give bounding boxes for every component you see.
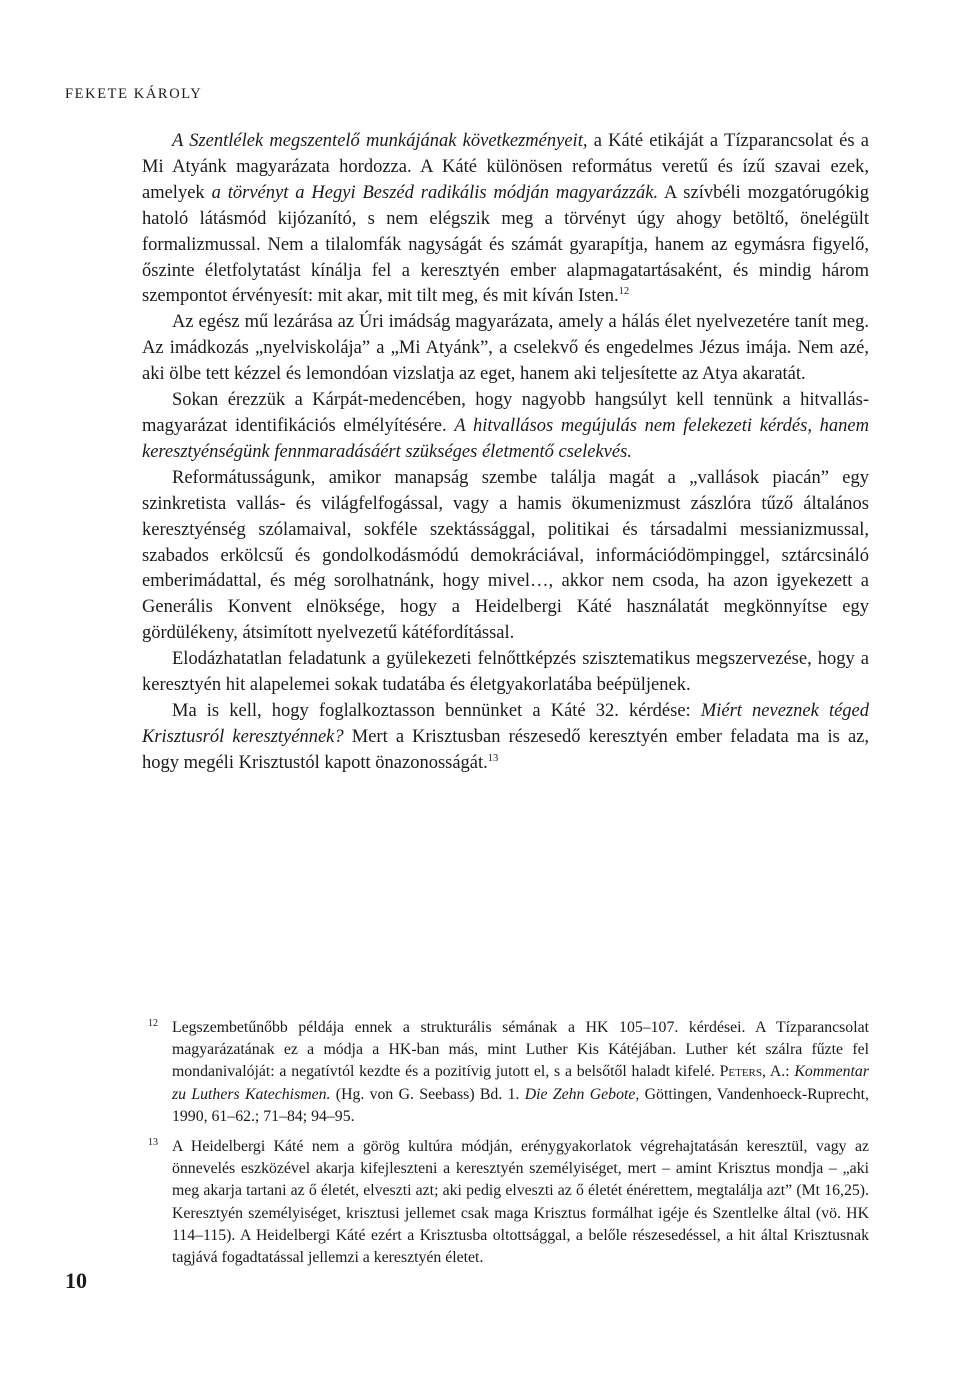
footnote-13 [142, 1136, 869, 1269]
footnote-ref-13[interactable]: 13 [487, 752, 499, 764]
paragraph-1 [142, 129, 869, 310]
paragraph-6-italic: Miért neveznek téged Krisztusról keresztyénnek? [142, 700, 870, 747]
footnote-12-number: 12 [148, 1018, 158, 1029]
paragraph-6 [142, 699, 869, 777]
footnote-13-text: A Heidelbergi Káté nem a görög kultúra módján, erénygyakorlatok végrehajtatásán keresztül, vagy az önnevelés eszközével akarja kifejleszteni a keresztyén személyiséget, mert – amint Krisztus mondja – „aki meg akarja tartani az ő életét, elveszti azt; aki pedig elveszti az ő életét énérettem, megtalálja azt” (Mt 16,25). Keresztyén személyiséget, krisztusi jellemet csak maga Krisztus formálhat igéje és Szentlelke által (vö. HK 114–115). A Heidelbergi Káté ezért a Krisztusba oltottsággal, a belőle részesedéssel, a hit által Krisztusnak tagjává fogadtatással jellemzi a keresztyén életet. [172, 1138, 869, 1267]
footnote-12-text-a: Legszembetűnőbb példája ennek a strukturális sémának a HK 105–107. kérdései. A Tízparancsolat magyarázatának ez a módja a HK-ban más, mint Luther Kis Kátéjában. Luther két szálra fűzte fel mondanivalóját: a negatívtól kezdte és a pozitívig jutott el, s a belsőtől haladt kifelé. [172, 1019, 869, 1081]
paragraph-6-text-a: Ma is kell, hogy foglalkoztasson bennünket a Káté 32. kérdése: [172, 700, 701, 721]
paragraph-4: Reformátusságunk, amikor manapság szembe találja magát a „vallások piacán” egy szinkretista vallás- és világfelfogással, vagy a hamis ökumenizmust zászlóra tűző általános keresztyénség szólamaival, sokféle szektássággal, politikai és társadalmi messianizmussal, szabados erkölcsű és gondolkodásmódú demokráciával, információdömpinggel, sztárcsináló emberimádattal, és még sorolhatnánk, hogy mivel…, akkor nem csoda, ha azon igyekezett a Generális Konvent elnöksége, hogy a Heidelbergi Káté használatát megkönnyítse egy gördülékeny, átsimított nyelvezetű kátéfordítással. [142, 467, 869, 644]
paragraph-1-text-b: A szívbéli mozgatórugókig hatoló látásmód kijózanító, s nem elégszik meg a törvényt úgy ahogy betöltő, önelégült formalizmussal. Nem a tilalomfák nagyságát és számát gyarapítja, hanem az egymásra figyelő, őszinte életfolytatást kínálja fel a keresztyén ember alapmagatartásaként, és mindig három szempontot érvényesít: mit akar, mit tilt meg, és mit kíván Isten. [142, 182, 869, 307]
paragraph-3-text: Sokan érezzük a Kárpát-medencében, hogy nagyobb hangsúlyt kell tennünk a hitvallás-magyarázat identifikációs elmélyítésére. [142, 390, 869, 436]
footnote-12-text-b: , A.: [762, 1063, 795, 1081]
main-text [142, 129, 869, 777]
footnote-12-author: Peters [719, 1063, 762, 1081]
page-number: 10 [65, 1268, 87, 1293]
footnote-12-text-d: , Göttingen, Vandenhoeck-Ruprecht, 1990, 61–62.; 71–84; 94–95. [172, 1085, 869, 1125]
footnote-12-text-c: (Hg. von G. Seebass) Bd. 1. [330, 1085, 525, 1103]
paragraph-6-text-b: Mert a Krisztusban részesedő keresztyén ember feladata ma is az, hogy megéli Krisztustól kapott önazonosságát. [142, 726, 869, 773]
footnotes [142, 1017, 869, 1277]
footnote-ref-12[interactable]: 12 [618, 286, 630, 298]
paragraph-3-italic: A hitvallásos megújulás nem felekezeti kérdés, hanem keresztyénségünk fennmaradásáért szükséges életmentő cselekvés. [142, 415, 869, 462]
footnote-12-italic-b: Die Zehn Gebote [524, 1085, 636, 1103]
paragraph-1-italic-mid: a törvényt a Hegyi Beszéd radikális módján magyarázzák. [211, 182, 659, 203]
footnote-12-italic-a: Kommentar zu Luthers Katechismen. [172, 1063, 869, 1103]
footnote-13-number: 13 [148, 1137, 158, 1149]
paragraph-5: Elodázhatatlan feladatunk a gyülekezeti felnőttképzés szisztematikus megszervezése, hogy a keresztyén hit alapelemei sokak tudatába és életgyakorlatába beépüljenek. [142, 649, 869, 696]
running-head: FEKETE KÁROLY [65, 86, 203, 102]
paragraph-3 [142, 388, 869, 466]
paragraph-2: Az egész mű lezárása az Úri imádság magyarázata, amely a hálás élet nyelvezetére tanít meg. Az imádkozás „nyelviskolája” a „Mi Atyánk”, a cselekvő és engedelmes Jézus imája. Nem azé, aki ölbe tett kézzel és lemondóan vizslatja az eget, hanem aki teljesítette az Atya akaratát. [142, 312, 869, 385]
footnote-12 [142, 1017, 869, 1128]
paragraph-1-italic-lead: A Szentlélek megszentelő munkájának következményeit, [172, 131, 588, 151]
paragraph-1-text-a: a Káté etikáját a Tízparancsolat és a Mi Atyánk magyarázata hordozza. A Káté különösen református veretű és ízű szavai ezek, amelyek [142, 131, 869, 203]
